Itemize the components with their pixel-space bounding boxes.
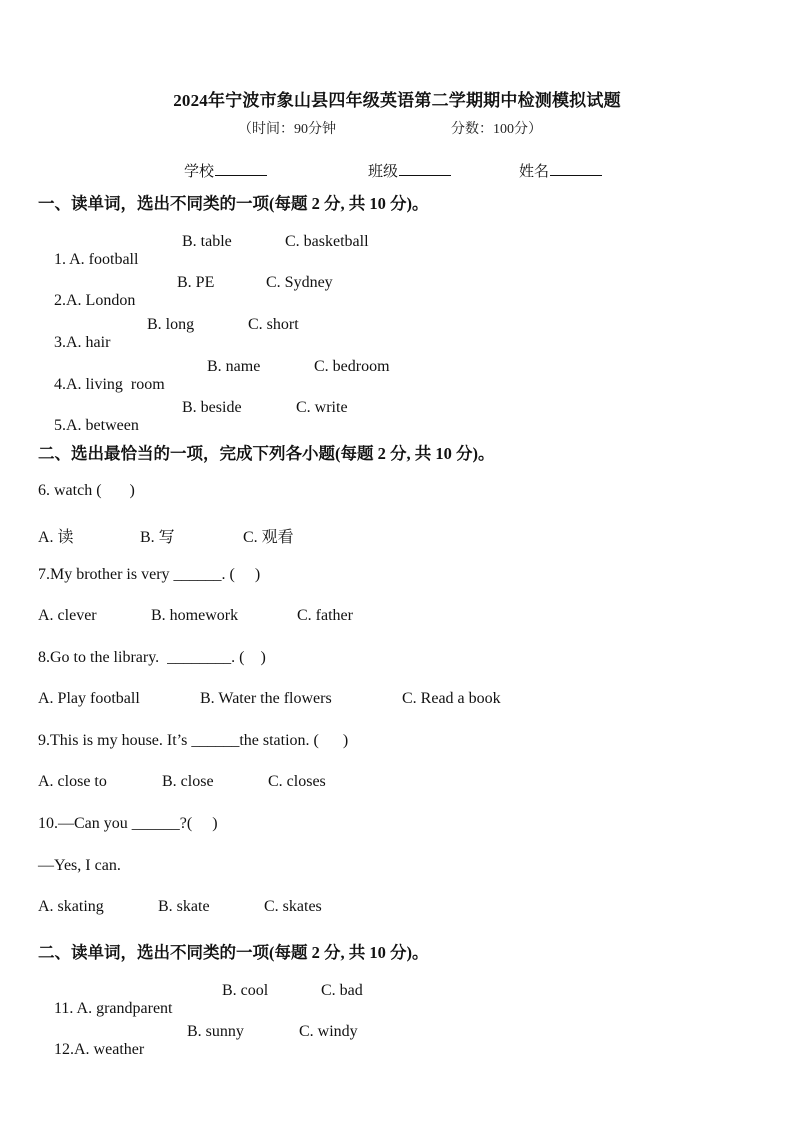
- q2-option-b: B. PE: [177, 274, 215, 291]
- q7-stem: 7.My brother is very ______. ( ): [38, 566, 261, 583]
- q7-option-a: A. clever: [38, 607, 97, 624]
- school-blank[interactable]: [215, 161, 267, 176]
- q4-option-a: 4.A. living room: [54, 376, 165, 393]
- q9-stem: 9.This is my house. It’s ______the station. ( ): [38, 732, 349, 749]
- q6-option-b: B. 写: [140, 529, 175, 546]
- q3-option-b: B. long: [147, 316, 195, 333]
- question-12: [38, 1023, 144, 1077]
- exam-title: 2024年宁波市象山县四年级英语第二学期期中检测模拟试题: [173, 91, 621, 110]
- q9-option-b: B. close: [162, 773, 214, 790]
- q8-option-b: B. Water the flowers: [200, 690, 332, 707]
- q7-option-c: C. father: [297, 607, 353, 624]
- q4-option-c: C. bedroom: [314, 358, 390, 375]
- q10-answer: —Yes, I can.: [38, 857, 121, 874]
- q3-option-a: 3.A. hair: [54, 334, 111, 351]
- name-blank[interactable]: [550, 161, 602, 176]
- q1-option-c: C. basketball: [285, 233, 369, 250]
- q5-option-b: B. beside: [182, 399, 242, 416]
- q2-option-c: C. Sydney: [266, 274, 333, 291]
- q5-option-c: C. write: [296, 399, 348, 416]
- school-label: 学校: [184, 164, 215, 180]
- class-field: [368, 160, 451, 181]
- q12-option-a: 12.A. weather: [54, 1041, 145, 1058]
- section3-heading: 二、读单词，选出不同类的一项(每题 2 分, 共 10 分)。: [38, 943, 429, 962]
- q9-option-c: C. closes: [268, 773, 326, 790]
- section1-heading: 一、读单词，选出不同类的一项(每题 2 分, 共 10 分)。: [38, 194, 429, 213]
- q10-option-c: C. skates: [264, 898, 322, 915]
- school-field: [184, 160, 267, 181]
- q1-option-a: 1. A. football: [54, 251, 139, 268]
- name-field: [519, 160, 602, 181]
- q8-option-c: C. Read a book: [402, 690, 501, 707]
- q8-option-a: A. Play football: [38, 690, 140, 707]
- q4-option-b: B. name: [207, 358, 261, 375]
- q12-option-c: C. windy: [299, 1023, 358, 1040]
- class-blank[interactable]: [399, 161, 451, 176]
- q11-option-c: C. bad: [321, 982, 363, 999]
- q6-stem: 6. watch ( ): [38, 482, 135, 499]
- exam-score: 分数：100分）: [451, 122, 542, 137]
- name-label: 姓名: [519, 164, 550, 180]
- q2-option-a: 2.A. London: [54, 292, 136, 309]
- q10-option-b: B. skate: [158, 898, 210, 915]
- class-label: 班级: [368, 164, 399, 180]
- q11-option-b: B. cool: [222, 982, 269, 999]
- q10-option-a: A. skating: [38, 898, 104, 915]
- q7-option-b: B. homework: [151, 607, 239, 624]
- q10-stem: 10.—Can you ______?( ): [38, 815, 218, 832]
- q3-option-c: C. short: [248, 316, 299, 333]
- q6-option-c: C. 观看: [243, 529, 294, 546]
- q5-option-a: 5.A. between: [54, 417, 139, 434]
- section2-heading: 二、选出最恰当的一项，完成下列各小题(每题 2 分, 共 10 分)。: [38, 444, 495, 463]
- q9-option-a: A. close to: [38, 773, 107, 790]
- q11-option-a: 11. A. grandparent: [54, 1000, 173, 1017]
- exam-time: （时间：90分钟: [238, 122, 336, 137]
- q1-option-b: B. table: [182, 233, 232, 250]
- q8-stem: 8.Go to the library. ________. ( ): [38, 649, 266, 666]
- q6-option-a: A. 读: [38, 529, 74, 546]
- q12-option-b: B. sunny: [187, 1023, 244, 1040]
